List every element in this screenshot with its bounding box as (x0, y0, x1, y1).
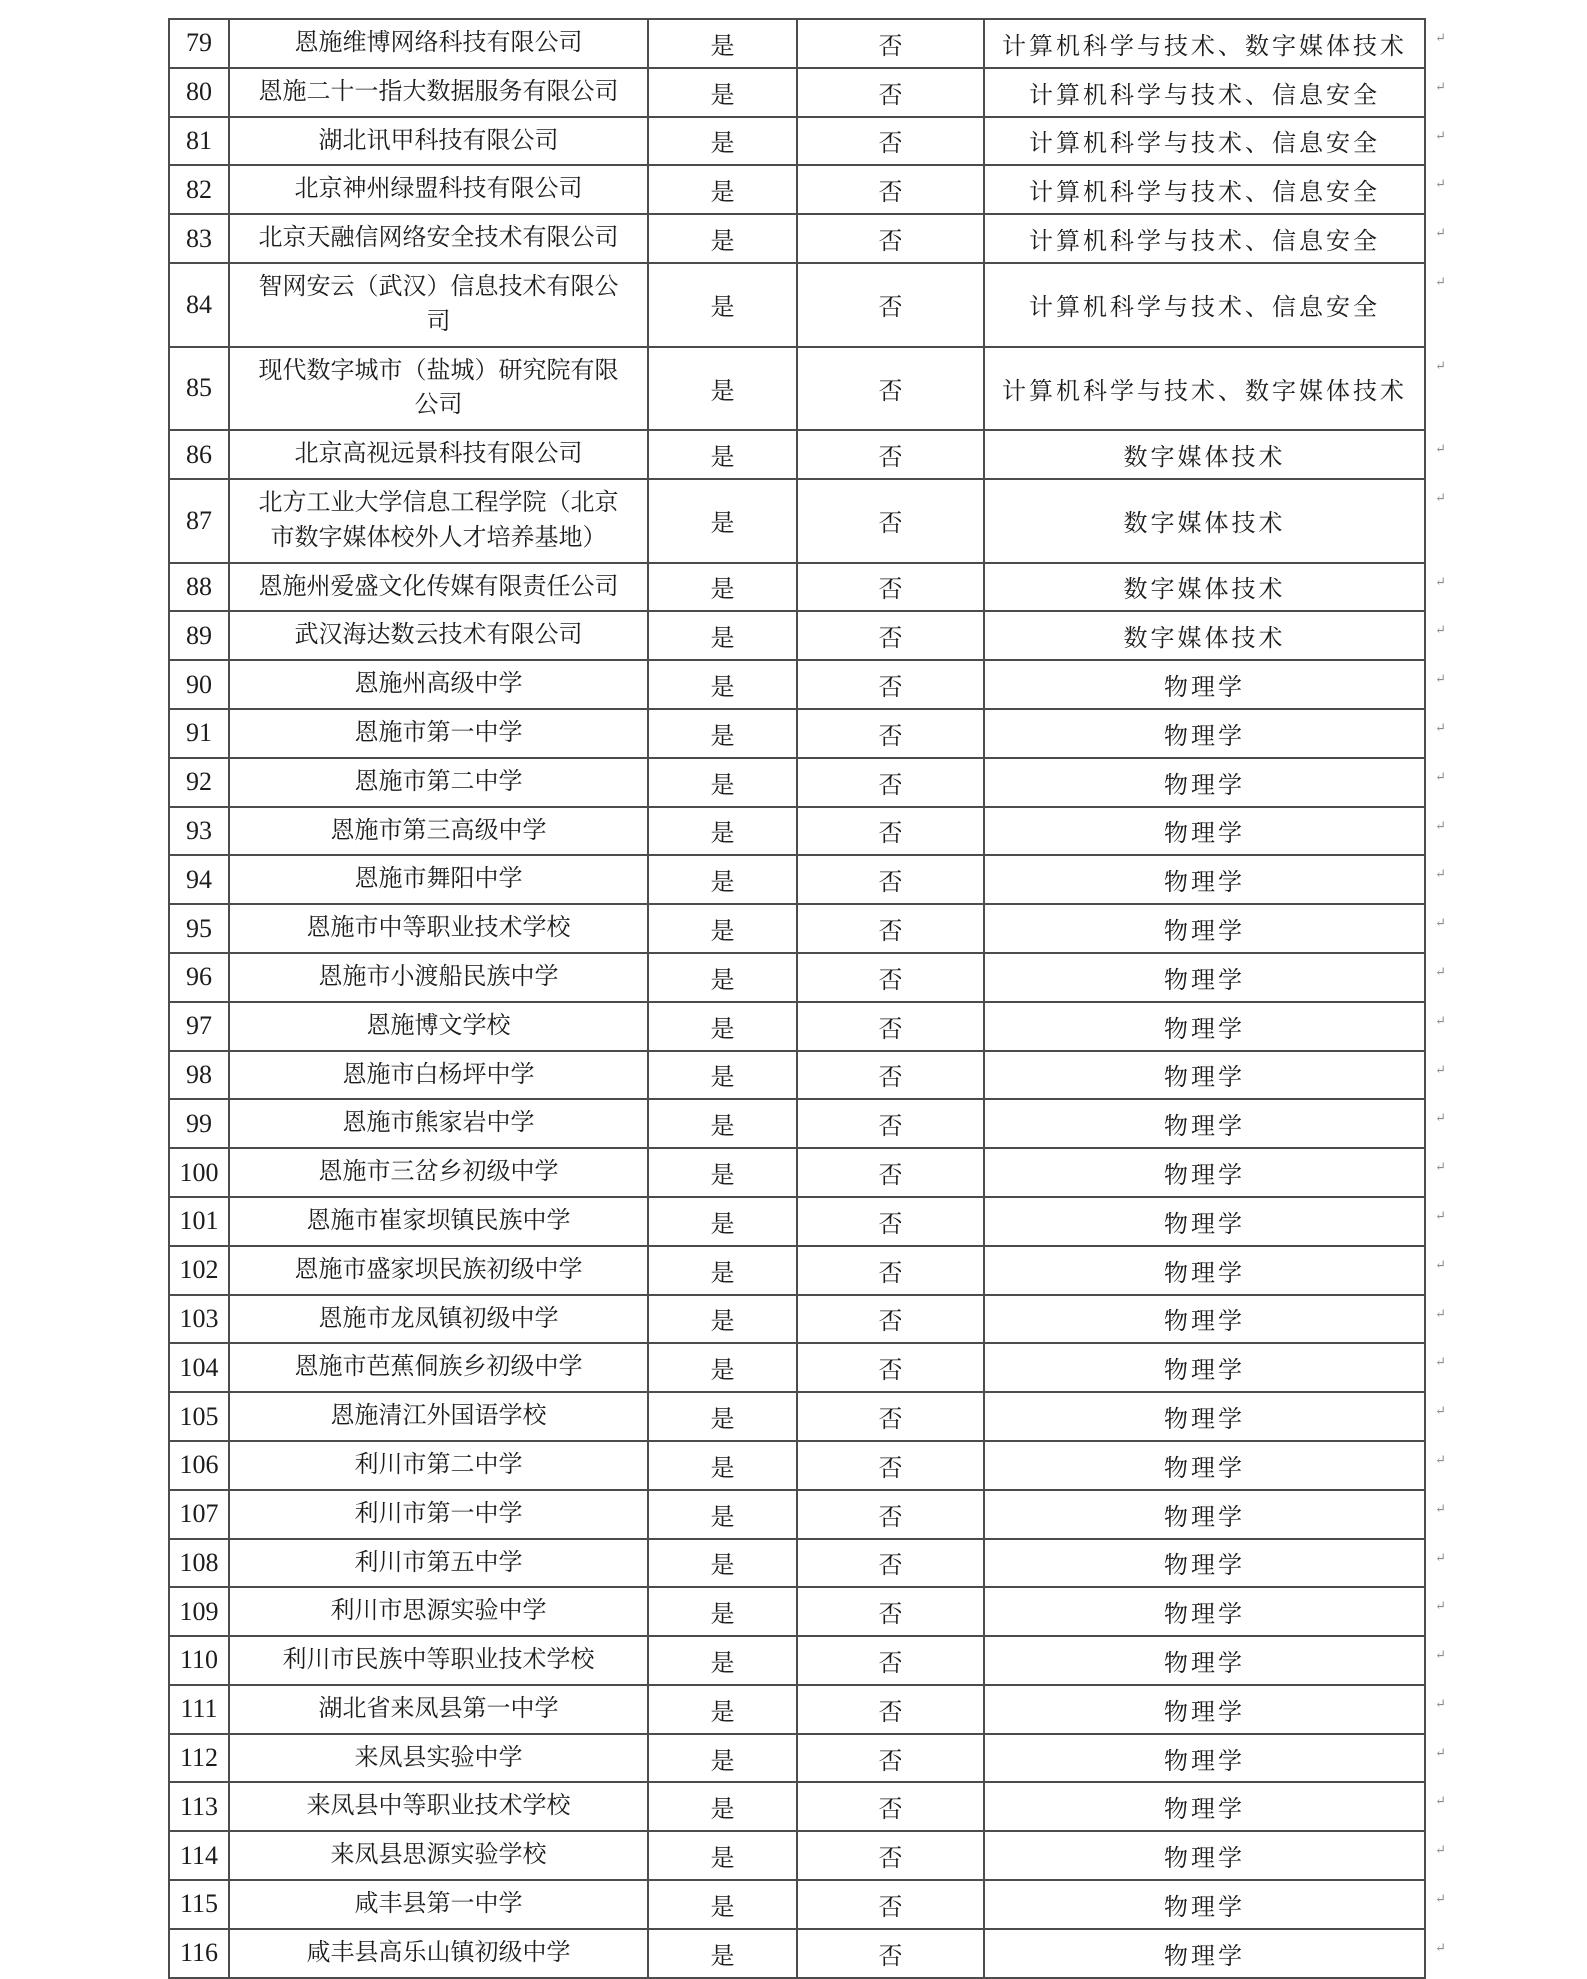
table-row (170, 1930, 1446, 1979)
cell-subject: 计算机科学与技术、数字媒体技术 (985, 348, 1426, 432)
table-row (170, 1783, 1446, 1832)
table-row (170, 1393, 1446, 1442)
cell-subject: 计算机科学与技术、数字媒体技术 (985, 20, 1426, 69)
cell-yes-flag: 是 (649, 1686, 798, 1735)
cell-row-number: 91 (170, 710, 230, 759)
cell-organization-name: 利川市思源实验中学 (230, 1588, 649, 1637)
cell-yes-flag: 是 (649, 20, 798, 69)
cell-row-number: 106 (170, 1442, 230, 1491)
cell-row-number: 107 (170, 1491, 230, 1540)
cell-organization-name: 恩施州爱盛文化传媒有限责任公司 (230, 564, 649, 613)
table-row (170, 710, 1446, 759)
cell-subject: 物理学 (985, 1588, 1426, 1637)
cell-organization-name: 智网安云（武汉）信息技术有限公司 (230, 264, 649, 348)
cell-organization-name: 湖北讯甲科技有限公司 (230, 118, 649, 167)
cell-subject: 计算机科学与技术、信息安全 (985, 69, 1426, 118)
cell-subject: 物理学 (985, 710, 1426, 759)
cell-no-flag: 否 (798, 808, 985, 857)
row-end-mark-icon: ↵ (1435, 1500, 1446, 1516)
cell-yes-flag: 是 (649, 1783, 798, 1832)
cell-row-number: 79 (170, 20, 230, 69)
table-row (170, 118, 1446, 167)
row-end-mark-icon: ↵ (1435, 768, 1446, 784)
cell-subject: 物理学 (985, 1686, 1426, 1735)
cell-row-number: 96 (170, 954, 230, 1003)
cell-yes-flag: 是 (649, 1832, 798, 1881)
table-row (170, 264, 1446, 348)
cell-organization-name: 恩施市崔家坝镇民族中学 (230, 1198, 649, 1247)
cell-no-flag: 否 (798, 612, 985, 661)
cell-subject: 物理学 (985, 1442, 1426, 1491)
cell-row-number: 80 (170, 69, 230, 118)
cell-row-number: 85 (170, 348, 230, 432)
cell-no-flag: 否 (798, 166, 985, 215)
table-row (170, 954, 1446, 1003)
cell-yes-flag: 是 (649, 431, 798, 480)
cell-yes-flag: 是 (649, 1003, 798, 1052)
row-end-mark-icon: ↵ (1435, 1305, 1446, 1321)
cell-yes-flag: 是 (649, 1052, 798, 1101)
table-row (170, 1686, 1446, 1735)
cell-organization-name: 武汉海达数云技术有限公司 (230, 612, 649, 661)
cell-yes-flag: 是 (649, 1149, 798, 1198)
cell-subject: 物理学 (985, 759, 1426, 808)
cell-organization-name: 恩施市小渡船民族中学 (230, 954, 649, 1003)
cell-organization-name: 恩施清江外国语学校 (230, 1393, 649, 1442)
cell-yes-flag: 是 (649, 1100, 798, 1149)
row-end-mark-icon: ↵ (1435, 719, 1446, 735)
cell-no-flag: 否 (798, 1149, 985, 1198)
cell-organization-name: 现代数字城市（盐城）研究院有限公司 (230, 348, 649, 432)
cell-subject: 物理学 (985, 1491, 1426, 1540)
cell-organization-name: 恩施市龙凤镇初级中学 (230, 1296, 649, 1345)
cell-subject: 物理学 (985, 661, 1426, 710)
cell-row-number: 113 (170, 1783, 230, 1832)
cell-subject: 物理学 (985, 1149, 1426, 1198)
row-end-mark-icon: ↵ (1435, 357, 1446, 373)
cell-organization-name: 恩施市第三高级中学 (230, 808, 649, 857)
cell-subject: 物理学 (985, 1198, 1426, 1247)
cell-subject: 物理学 (985, 1637, 1426, 1686)
row-end-mark-icon: ↵ (1435, 1256, 1446, 1272)
cell-no-flag: 否 (798, 1052, 985, 1101)
cell-organization-name: 恩施市芭蕉侗族乡初级中学 (230, 1344, 649, 1393)
cell-organization-name: 恩施市熊家岩中学 (230, 1100, 649, 1149)
cell-organization-name: 湖北省来凤县第一中学 (230, 1686, 649, 1735)
cell-yes-flag: 是 (649, 759, 798, 808)
cell-row-number: 86 (170, 431, 230, 480)
row-end-mark-icon: ↵ (1435, 1403, 1446, 1419)
row-end-mark-icon: ↵ (1435, 1598, 1446, 1614)
cell-organization-name: 北京天融信网络安全技术有限公司 (230, 215, 649, 264)
row-end-mark-icon: ↵ (1435, 963, 1446, 979)
table-row (170, 480, 1446, 564)
cell-subject: 物理学 (985, 1052, 1426, 1101)
cell-no-flag: 否 (798, 661, 985, 710)
cell-subject: 物理学 (985, 1100, 1426, 1149)
cell-organization-name: 咸丰县第一中学 (230, 1881, 649, 1930)
row-end-mark-icon: ↵ (1435, 441, 1446, 457)
table-row (170, 1735, 1446, 1784)
cell-no-flag: 否 (798, 215, 985, 264)
table-row (170, 1344, 1446, 1393)
cell-no-flag: 否 (798, 564, 985, 613)
cell-yes-flag: 是 (649, 1930, 798, 1979)
cell-row-number: 90 (170, 661, 230, 710)
table-row (170, 1491, 1446, 1540)
cell-subject: 物理学 (985, 1832, 1426, 1881)
cell-organization-name: 恩施维博网络科技有限公司 (230, 20, 649, 69)
cell-subject: 物理学 (985, 905, 1426, 954)
cell-row-number: 98 (170, 1052, 230, 1101)
row-end-mark-icon: ↵ (1435, 1549, 1446, 1565)
cell-organization-name: 恩施市三岔乡初级中学 (230, 1149, 649, 1198)
cell-organization-name: 恩施市第二中学 (230, 759, 649, 808)
row-end-mark-icon: ↵ (1435, 225, 1446, 241)
table-row (170, 1540, 1446, 1589)
cell-yes-flag: 是 (649, 1735, 798, 1784)
cell-yes-flag: 是 (649, 905, 798, 954)
cell-organization-name: 咸丰县高乐山镇初级中学 (230, 1930, 649, 1979)
row-end-mark-icon: ↵ (1435, 1939, 1446, 1955)
cell-no-flag: 否 (798, 1296, 985, 1345)
cell-organization-name: 恩施市中等职业技术学校 (230, 905, 649, 954)
cell-no-flag: 否 (798, 1881, 985, 1930)
cell-no-flag: 否 (798, 1442, 985, 1491)
cell-subject: 物理学 (985, 1344, 1426, 1393)
cell-no-flag: 否 (798, 710, 985, 759)
row-end-mark-icon: ↵ (1435, 671, 1446, 687)
cell-row-number: 84 (170, 264, 230, 348)
row-end-mark-icon: ↵ (1435, 1891, 1446, 1907)
cell-row-number: 109 (170, 1588, 230, 1637)
row-end-mark-icon: ↵ (1435, 1110, 1446, 1126)
cell-yes-flag: 是 (649, 69, 798, 118)
cell-no-flag: 否 (798, 1540, 985, 1589)
cell-organization-name: 利川市第五中学 (230, 1540, 649, 1589)
row-end-mark-icon: ↵ (1435, 1451, 1446, 1467)
cell-no-flag: 否 (798, 1491, 985, 1540)
cell-subject: 物理学 (985, 1735, 1426, 1784)
cell-row-number: 108 (170, 1540, 230, 1589)
cell-yes-flag: 是 (649, 856, 798, 905)
row-end-mark-icon: ↵ (1435, 1842, 1446, 1858)
table-row (170, 1198, 1446, 1247)
cell-subject: 数字媒体技术 (985, 612, 1426, 661)
row-end-mark-icon: ↵ (1435, 1793, 1446, 1809)
roster-table (168, 18, 1446, 1979)
cell-row-number: 95 (170, 905, 230, 954)
cell-subject: 物理学 (985, 1296, 1426, 1345)
cell-no-flag: 否 (798, 20, 985, 69)
row-end-mark-icon: ↵ (1435, 30, 1446, 45)
cell-yes-flag: 是 (649, 118, 798, 167)
cell-yes-flag: 是 (649, 264, 798, 348)
cell-row-number: 81 (170, 118, 230, 167)
cell-organization-name: 利川市第一中学 (230, 1491, 649, 1540)
row-end-mark-icon: ↵ (1435, 1012, 1446, 1028)
table-row (170, 69, 1446, 118)
cell-subject: 计算机科学与技术、信息安全 (985, 215, 1426, 264)
row-end-mark-icon: ↵ (1435, 1354, 1446, 1370)
cell-subject: 物理学 (985, 1003, 1426, 1052)
cell-row-number: 87 (170, 480, 230, 564)
table-row (170, 1100, 1446, 1149)
row-end-mark-icon: ↵ (1435, 1744, 1446, 1760)
table-row (170, 1637, 1446, 1686)
table-row (170, 808, 1446, 857)
cell-row-number: 101 (170, 1198, 230, 1247)
table-row (170, 20, 1446, 69)
row-end-mark-icon: ↵ (1435, 817, 1446, 833)
table-row (170, 1296, 1446, 1345)
table-row (170, 1247, 1446, 1296)
cell-yes-flag: 是 (649, 612, 798, 661)
cell-no-flag: 否 (798, 1003, 985, 1052)
row-end-mark-icon: ↵ (1435, 1207, 1446, 1223)
row-end-mark-icon: ↵ (1435, 489, 1446, 505)
cell-yes-flag: 是 (649, 166, 798, 215)
row-end-mark-icon: ↵ (1435, 915, 1446, 931)
table-row (170, 1442, 1446, 1491)
cell-row-number: 97 (170, 1003, 230, 1052)
row-end-mark-icon: ↵ (1435, 1061, 1446, 1077)
table-row (170, 1149, 1446, 1198)
table-row (170, 1881, 1446, 1930)
row-end-mark-icon: ↵ (1435, 573, 1446, 589)
cell-yes-flag: 是 (649, 1442, 798, 1491)
cell-yes-flag: 是 (649, 1344, 798, 1393)
cell-no-flag: 否 (798, 856, 985, 905)
table-row (170, 166, 1446, 215)
cell-subject: 物理学 (985, 1247, 1426, 1296)
cell-row-number: 104 (170, 1344, 230, 1393)
cell-yes-flag: 是 (649, 480, 798, 564)
table-row (170, 1832, 1446, 1881)
table-row (170, 1588, 1446, 1637)
cell-subject: 物理学 (985, 1393, 1426, 1442)
cell-row-number: 83 (170, 215, 230, 264)
cell-no-flag: 否 (798, 1198, 985, 1247)
cell-row-number: 115 (170, 1881, 230, 1930)
cell-yes-flag: 是 (649, 1296, 798, 1345)
row-end-mark-icon: ↵ (1435, 176, 1446, 192)
cell-organization-name: 利川市民族中等职业技术学校 (230, 1637, 649, 1686)
cell-no-flag: 否 (798, 1637, 985, 1686)
cell-no-flag: 否 (798, 1930, 985, 1979)
cell-row-number: 114 (170, 1832, 230, 1881)
table-row (170, 661, 1446, 710)
row-end-mark-icon: ↵ (1435, 1695, 1446, 1711)
cell-no-flag: 否 (798, 905, 985, 954)
row-end-mark-icon: ↵ (1435, 78, 1446, 94)
cell-yes-flag: 是 (649, 710, 798, 759)
cell-row-number: 94 (170, 856, 230, 905)
cell-row-number: 112 (170, 1735, 230, 1784)
cell-no-flag: 否 (798, 1588, 985, 1637)
cell-subject: 物理学 (985, 1783, 1426, 1832)
table-row (170, 856, 1446, 905)
cell-yes-flag: 是 (649, 1491, 798, 1540)
cell-row-number: 100 (170, 1149, 230, 1198)
cell-no-flag: 否 (798, 480, 985, 564)
cell-no-flag: 否 (798, 954, 985, 1003)
cell-no-flag: 否 (798, 1735, 985, 1784)
table-row (170, 1003, 1446, 1052)
cell-row-number: 111 (170, 1686, 230, 1735)
cell-yes-flag: 是 (649, 808, 798, 857)
cell-subject: 数字媒体技术 (985, 480, 1426, 564)
cell-subject: 物理学 (985, 1540, 1426, 1589)
cell-row-number: 88 (170, 564, 230, 613)
cell-no-flag: 否 (798, 1247, 985, 1296)
cell-subject: 物理学 (985, 1881, 1426, 1930)
cell-row-number: 89 (170, 612, 230, 661)
cell-no-flag: 否 (798, 1783, 985, 1832)
cell-organization-name: 恩施二十一指大数据服务有限公司 (230, 69, 649, 118)
table-row (170, 905, 1446, 954)
cell-organization-name: 北京神州绿盟科技有限公司 (230, 166, 649, 215)
cell-no-flag: 否 (798, 1686, 985, 1735)
cell-no-flag: 否 (798, 69, 985, 118)
table-row (170, 215, 1446, 264)
row-end-mark-icon: ↵ (1435, 127, 1446, 143)
cell-yes-flag: 是 (649, 215, 798, 264)
cell-no-flag: 否 (798, 1344, 985, 1393)
cell-yes-flag: 是 (649, 1588, 798, 1637)
cell-no-flag: 否 (798, 1832, 985, 1881)
cell-no-flag: 否 (798, 118, 985, 167)
cell-yes-flag: 是 (649, 954, 798, 1003)
cell-organization-name: 恩施州高级中学 (230, 661, 649, 710)
cell-yes-flag: 是 (649, 1881, 798, 1930)
cell-no-flag: 否 (798, 348, 985, 432)
cell-row-number: 116 (170, 1930, 230, 1979)
row-end-mark-icon: ↵ (1435, 273, 1446, 289)
row-end-mark-icon: ↵ (1435, 1159, 1446, 1175)
table-row (170, 759, 1446, 808)
cell-organization-name: 北京高视远景科技有限公司 (230, 431, 649, 480)
cell-subject: 计算机科学与技术、信息安全 (985, 264, 1426, 348)
row-end-mark-icon: ↵ (1435, 622, 1446, 638)
cell-no-flag: 否 (798, 759, 985, 808)
cell-row-number: 110 (170, 1637, 230, 1686)
table-row (170, 431, 1446, 480)
cell-organization-name: 恩施市盛家坝民族初级中学 (230, 1247, 649, 1296)
table-row (170, 564, 1446, 613)
cell-organization-name: 恩施博文学校 (230, 1003, 649, 1052)
cell-yes-flag: 是 (649, 1540, 798, 1589)
cell-subject: 计算机科学与技术、信息安全 (985, 118, 1426, 167)
cell-organization-name: 来凤县实验中学 (230, 1735, 649, 1784)
cell-yes-flag: 是 (649, 1247, 798, 1296)
cell-row-number: 93 (170, 808, 230, 857)
cell-row-number: 92 (170, 759, 230, 808)
cell-organization-name: 来凤县中等职业技术学校 (230, 1783, 649, 1832)
cell-row-number: 105 (170, 1393, 230, 1442)
cell-row-number: 103 (170, 1296, 230, 1345)
cell-organization-name: 利川市第二中学 (230, 1442, 649, 1491)
cell-yes-flag: 是 (649, 1198, 798, 1247)
cell-subject: 数字媒体技术 (985, 431, 1426, 480)
row-end-mark-icon: ↵ (1435, 866, 1446, 882)
cell-organization-name: 来凤县思源实验学校 (230, 1832, 649, 1881)
table-row (170, 1052, 1446, 1101)
cell-yes-flag: 是 (649, 661, 798, 710)
cell-subject: 物理学 (985, 856, 1426, 905)
row-end-mark-icon: ↵ (1435, 1647, 1446, 1663)
cell-row-number: 99 (170, 1100, 230, 1149)
cell-no-flag: 否 (798, 1100, 985, 1149)
cell-subject: 物理学 (985, 1930, 1426, 1979)
cell-row-number: 102 (170, 1247, 230, 1296)
cell-no-flag: 否 (798, 1393, 985, 1442)
cell-subject: 物理学 (985, 808, 1426, 857)
cell-subject: 数字媒体技术 (985, 564, 1426, 613)
cell-subject: 物理学 (985, 954, 1426, 1003)
cell-yes-flag: 是 (649, 1637, 798, 1686)
cell-organization-name: 北方工业大学信息工程学院（北京市数字媒体校外人才培养基地） (230, 480, 649, 564)
cell-organization-name: 恩施市舞阳中学 (230, 856, 649, 905)
cell-organization-name: 恩施市第一中学 (230, 710, 649, 759)
cell-no-flag: 否 (798, 431, 985, 480)
table-row (170, 348, 1446, 432)
cell-yes-flag: 是 (649, 1393, 798, 1442)
table-row (170, 612, 1446, 661)
cell-yes-flag: 是 (649, 564, 798, 613)
cell-row-number: 82 (170, 166, 230, 215)
cell-organization-name: 恩施市白杨坪中学 (230, 1052, 649, 1101)
cell-no-flag: 否 (798, 264, 985, 348)
cell-subject: 计算机科学与技术、信息安全 (985, 166, 1426, 215)
cell-yes-flag: 是 (649, 348, 798, 432)
